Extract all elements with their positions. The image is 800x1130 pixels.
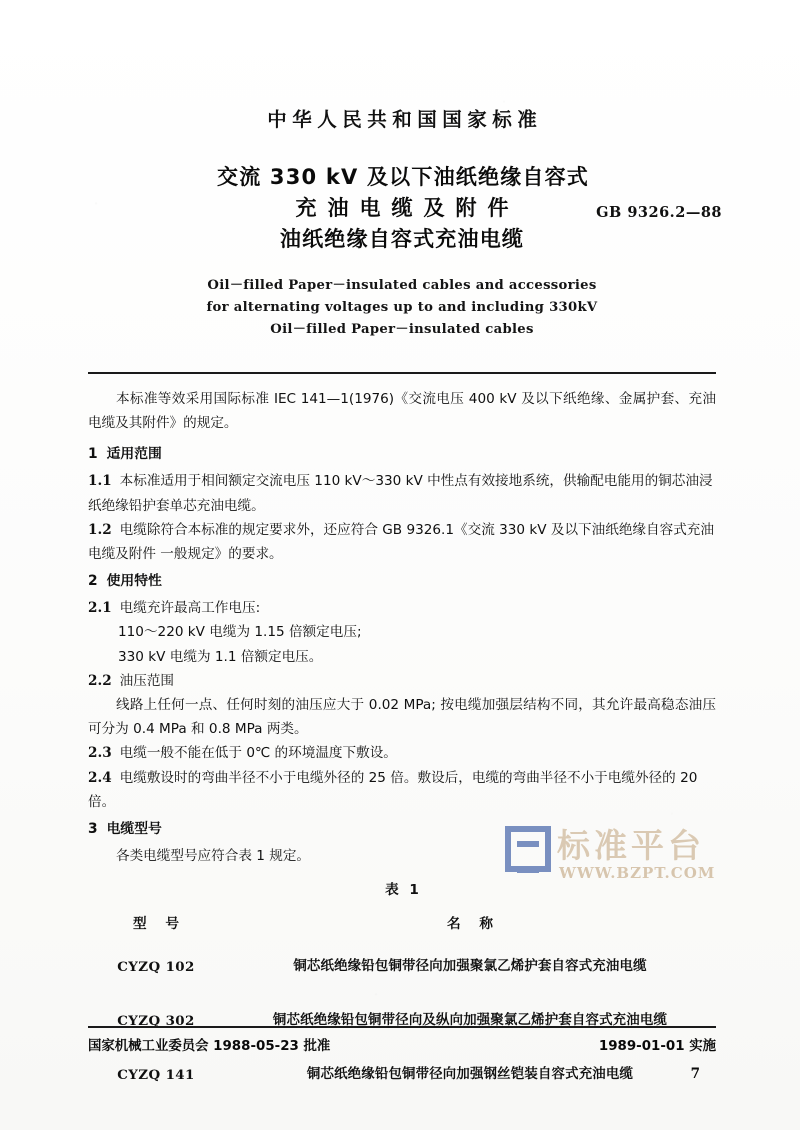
clause-2-3 xyxy=(88,741,716,765)
section-number-2: 2 xyxy=(88,573,98,590)
cell-name-text: 铜芯纸绝缘铅包铜带径向加强钢丝铠装自容式充油电缆 xyxy=(306,1067,634,1083)
footer-divider xyxy=(88,1026,716,1028)
english-title xyxy=(88,275,716,341)
section-title-1: 适用范围 xyxy=(106,446,162,463)
clause-number-2-2: 2.2 xyxy=(88,672,112,689)
standard-number: GB 9326.2—88 xyxy=(596,204,722,221)
header-label-model: 型 号 xyxy=(133,916,186,933)
document-body xyxy=(88,387,716,1102)
english-title-line-2: for alternating voltages up to and including 330kV xyxy=(206,300,598,315)
header-cell-name xyxy=(224,908,716,940)
clause-number-1-1: 1.1 xyxy=(88,473,112,490)
title-block xyxy=(88,162,722,255)
clause-number-2-3: 2.3 xyxy=(88,745,112,762)
cell-model-text: CYZQ 141 xyxy=(117,1067,195,1084)
page-content xyxy=(88,0,722,1130)
clause-1-1 xyxy=(88,469,716,517)
clause-2-2-continuation: 线路上任何一点、任何时刻的油压应大于 0.02 MPa; 按电缆加强层结构不同，其允许最高稳态油压可分为 0.4 MPa 和 0.8 MPa 两类。 xyxy=(88,697,716,738)
header-cell-model xyxy=(88,908,224,940)
clause-number-1-2: 1.2 xyxy=(88,521,112,538)
section-number-3: 3 xyxy=(88,821,98,838)
table-header xyxy=(88,908,716,940)
footer-row xyxy=(88,1035,716,1054)
masthead xyxy=(88,0,716,132)
english-title-line-3: Oil－filled Paper－insulated cables xyxy=(270,322,534,337)
clause-1-2 xyxy=(88,518,716,566)
title-line-2: 充油电缆及附件 xyxy=(295,196,520,220)
header-divider xyxy=(88,372,716,374)
english-title-line-1: Oil－filled Paper－insulated cables and accessories xyxy=(207,278,597,293)
page-number: 7 xyxy=(690,1066,700,1082)
clause-text-1-2: 电缆除符合本标准的规定要求外，还应符合 GB 9326.1《交流 330 kV 及以下油纸绝缘自容式充油电缆及附件 一般规定》的要求。 xyxy=(88,521,714,563)
clause-number-2-4: 2.4 xyxy=(88,769,112,786)
clause-text-2-3: 电缆一般不能在低于 0℃ 的环境温度下敷设。 xyxy=(119,745,397,762)
cell-model-text: CYZQ 302 xyxy=(117,1013,195,1030)
section-number-1: 1 xyxy=(88,446,98,463)
clause-text-1-1: 本标准适用于相间额定交流电压 110 kV～330 kV 中性点有效接地系统，供输配电能用的铜芯油浸纸绝缘铅护套单芯充油电缆。 xyxy=(88,473,713,514)
cell-name xyxy=(224,940,716,994)
intro-paragraph: 本标准等效采用国际标准 IEC 141—1(1976)《交流电压 400 kV 及以下纸绝缘、金属护套、充油电缆及其附件》的规定。 xyxy=(88,391,716,432)
clause-2-1-subline-1: 110～220 kV 电缆为 1.15 倍额定电压; xyxy=(118,624,362,641)
clause-2-2 xyxy=(88,669,716,693)
page-footer xyxy=(88,1026,716,1082)
section-title-3: 电缆型号 xyxy=(106,821,162,838)
clause-2-1-subline-2: 330 kV 电缆为 1.1 倍额定电压。 xyxy=(118,648,323,665)
cell-name-text: 铜芯纸绝缘铅包铜带径向加强聚氯乙烯护套自容式充油电缆 xyxy=(293,959,647,975)
clause-text-2-1: 电缆充许最高工作电压: xyxy=(119,600,261,617)
clause-2-4 xyxy=(88,766,716,814)
table-intro-paragraph: 各类电缆型号应符合表 1 规定。 xyxy=(116,848,311,865)
cell-model xyxy=(88,940,224,994)
header-label-name: 名 称 xyxy=(447,916,500,933)
section-title-2: 使用特性 xyxy=(106,573,162,590)
section-heading-2 xyxy=(88,566,716,596)
watermark-url: WWW.BZPT.COM xyxy=(559,864,716,882)
clause-number-2-1: 2.1 xyxy=(88,600,112,617)
section-heading-3 xyxy=(88,814,716,844)
table-header-row xyxy=(88,908,716,940)
section-heading-1 xyxy=(88,439,716,469)
table-caption: 表 1 xyxy=(385,882,422,899)
watermark-text: 标准平台 xyxy=(557,826,705,865)
effective-date-text: 1989-01-01 实施 xyxy=(598,1039,716,1054)
approval-text: 国家机械工业委员会 1988-05-23 批准 xyxy=(88,1039,331,1054)
clause-text-2-2: 油压范围 xyxy=(119,672,175,689)
clause-2-1 xyxy=(88,596,716,620)
clause-text-2-4: 电缆敷设时的弯曲半径不小于电缆外径的 25 倍。敷设后，电缆的弯曲半径不小于电缆外径的 20 倍。 xyxy=(88,769,698,810)
cell-name-text: 铜芯纸绝缘铅包铜带径向及纵向加强聚氯乙烯护套自容式充油电缆 xyxy=(272,1013,668,1029)
national-standard-banner: 中华人民共和国国家标准 xyxy=(267,108,543,131)
table-row xyxy=(88,940,716,994)
cell-model-text: CYZQ 102 xyxy=(117,959,195,976)
title-line-1: 交流 330 kV 及以下油纸绝缘自容式 xyxy=(217,165,589,189)
title-line-3: 油纸绝缘自容式充油电缆 xyxy=(279,227,525,251)
